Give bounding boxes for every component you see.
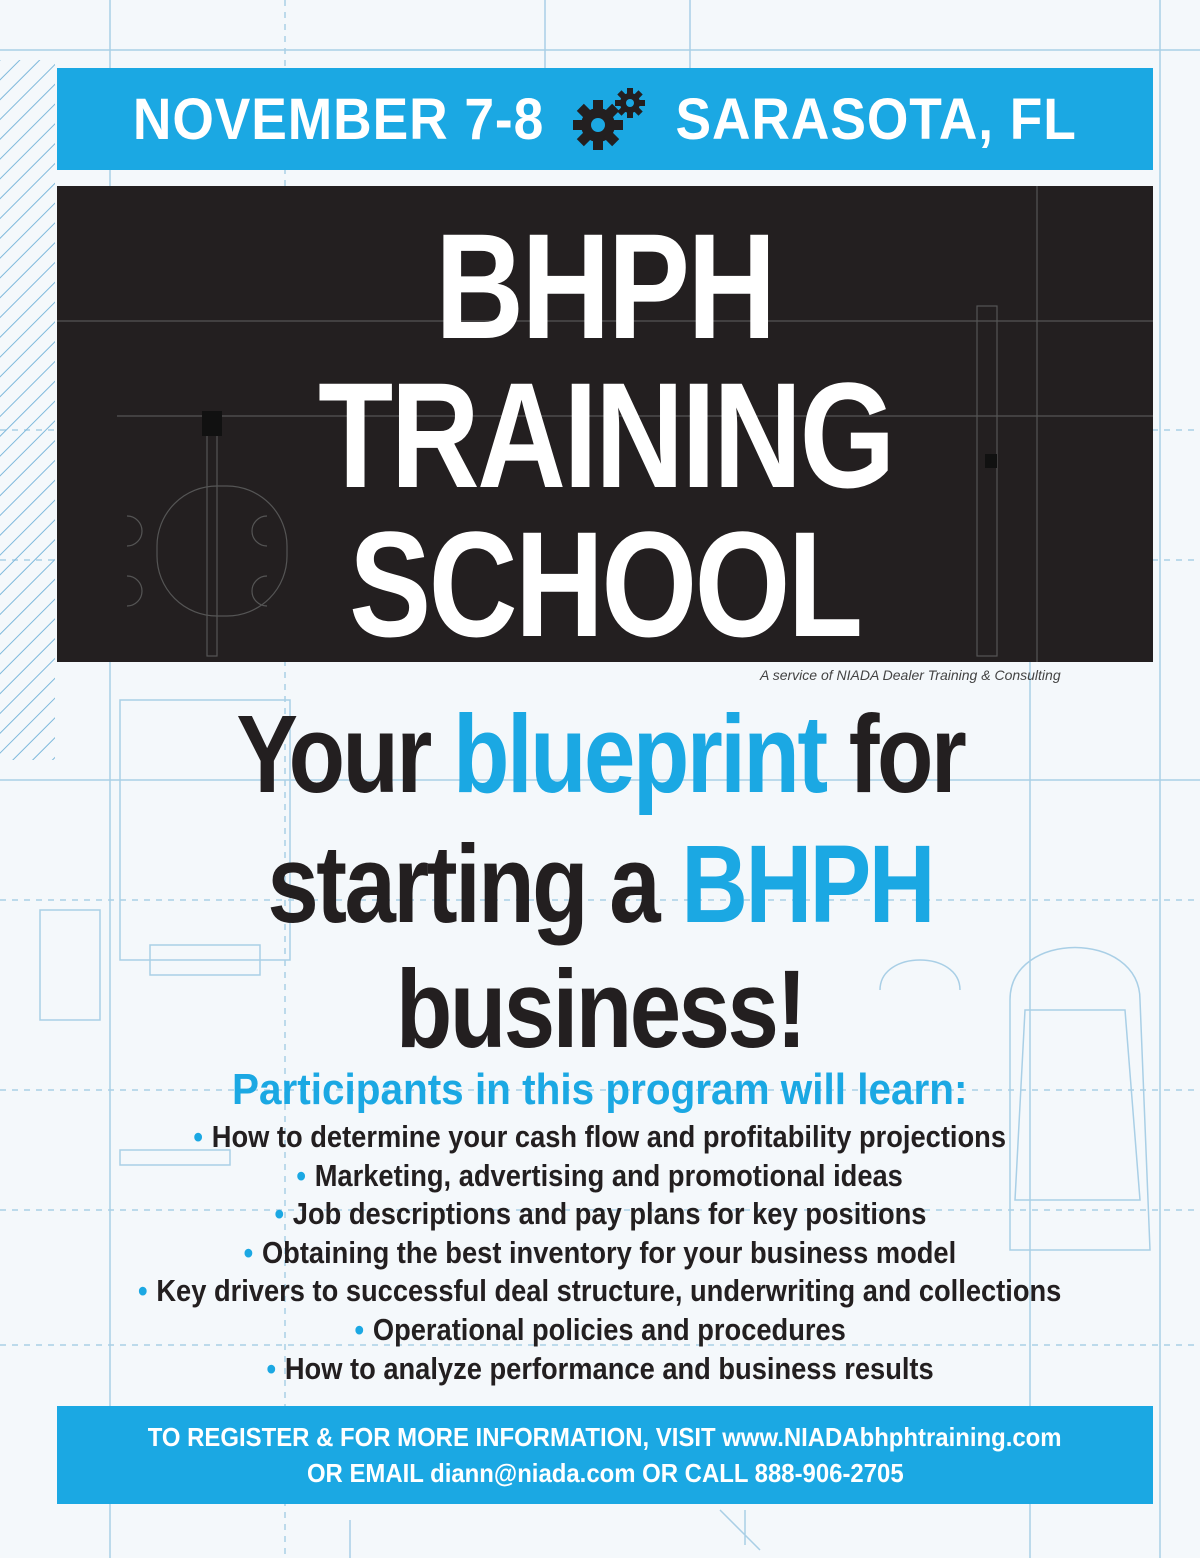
list-item: • Marketing, advertising and promotional ideas [296, 1157, 904, 1193]
bullet-dot-icon: • [296, 1157, 307, 1193]
title-line-3: SCHOOL [349, 500, 861, 668]
bullet-dot-icon: • [243, 1234, 254, 1270]
event-date: NOVEMBER 7-8 [133, 86, 545, 152]
title-line-1: BHPH [435, 202, 775, 370]
bullet-dot-icon: • [266, 1350, 276, 1386]
list-item: • How to determine your cash flow and profitability projections [193, 1119, 1007, 1154]
list-item: • Job descriptions and pay plans for key positions [274, 1196, 926, 1232]
headline-line-2: starting a BHPH [267, 823, 933, 946]
bullet-dot-icon: • [354, 1311, 364, 1347]
service-note: A service of NIADA Dealer Training & Consulting [760, 667, 1061, 683]
event-date-banner [57, 68, 1153, 170]
list-item: • Key drivers to successful deal structure, underwriting and collections [138, 1273, 1062, 1309]
title-line-2: TRAINING [317, 351, 893, 519]
headline-line-3: business! [395, 948, 805, 1071]
bullet-dot-icon: • [138, 1273, 148, 1309]
bullet-dot-icon: • [274, 1196, 284, 1232]
list-item: • How to analyze performance and business results [266, 1350, 934, 1386]
learn-heading: Participants in this program will learn: [232, 1065, 968, 1114]
headline-line-1: Your blueprint for [235, 693, 965, 816]
gears-icon [568, 87, 652, 151]
register-line-2: OR EMAIL diann@niada.com OR CALL 888-906-2705 [306, 1458, 904, 1488]
learn-list [0, 1118, 1200, 1388]
event-location: SARASOTA, FL [675, 86, 1078, 152]
register-banner [57, 1406, 1153, 1504]
title-block [57, 186, 1153, 668]
bullet-dot-icon: • [193, 1119, 204, 1154]
register-line-1: TO REGISTER & FOR MORE INFORMATION, VISIT www.NIADAbhphtraining.com [148, 1422, 1062, 1452]
list-item: • Operational policies and procedures [354, 1311, 846, 1347]
list-item: • Obtaining the best inventory for your business model [243, 1234, 957, 1270]
